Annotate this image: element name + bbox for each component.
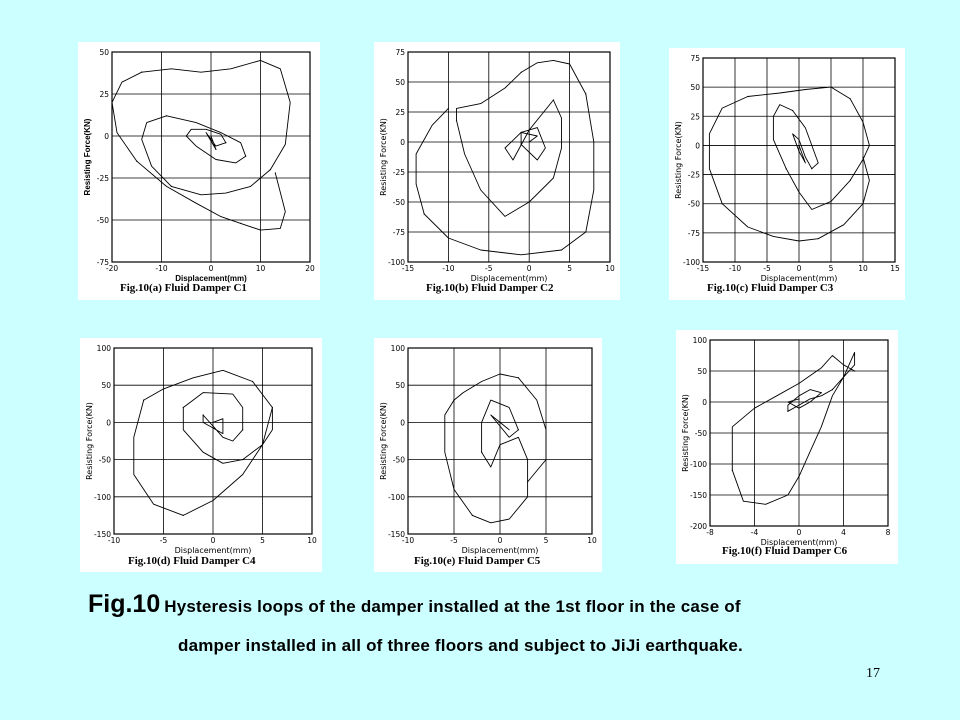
data-point xyxy=(798,476,799,477)
y-axis-label: Resisting Force(KN) xyxy=(379,118,388,196)
data-point xyxy=(260,60,261,61)
data-point xyxy=(166,115,167,116)
chart-d xyxy=(80,338,322,572)
y-tick-label: -50 xyxy=(392,198,405,207)
x-axis-label: Displacement(mm) xyxy=(174,546,252,555)
y-tick-label: -50 xyxy=(96,216,109,225)
y-tick-label: -75 xyxy=(687,228,700,238)
y-tick-label: -100 xyxy=(387,492,405,502)
x-tick-label: 0 xyxy=(497,536,503,545)
data-point xyxy=(499,422,500,423)
data-point xyxy=(521,132,522,133)
data-point xyxy=(521,144,522,145)
data-point xyxy=(818,238,819,239)
y-tick-label: 25 xyxy=(690,112,700,122)
x-tick-label: 10 xyxy=(587,536,597,545)
x-tick-label: 10 xyxy=(255,264,266,273)
data-point xyxy=(171,186,172,187)
data-point xyxy=(521,72,522,73)
y-axis-label: Resisting Force(KN) xyxy=(85,402,94,480)
y-axis-label: Resisting Force(KN) xyxy=(681,394,690,472)
chart-caption-e: Fig.10(e) Fluid Damper C5 xyxy=(414,555,541,567)
data-point xyxy=(850,180,851,181)
data-point xyxy=(561,249,562,250)
x-tick-label: 5 xyxy=(543,536,549,545)
y-tick-label: -150 xyxy=(689,491,707,500)
y-tick-label: 25 xyxy=(99,90,109,99)
y-tick-label: 50 xyxy=(101,381,111,391)
y-tick-label: -75 xyxy=(392,228,405,237)
y-tick-label: 0 xyxy=(400,418,405,428)
x-tick-label: 10 xyxy=(858,264,868,273)
chart-caption-a: Fig.10(a) Fluid Damper C1 xyxy=(120,282,247,294)
chart-b xyxy=(374,42,620,300)
data-point xyxy=(242,429,243,430)
x-tick-label: -20 xyxy=(105,264,119,273)
data-point xyxy=(862,156,863,157)
data-point xyxy=(747,96,748,97)
x-tick-label: -8 xyxy=(706,528,714,537)
data-point xyxy=(798,151,799,152)
data-point xyxy=(245,156,246,157)
y-tick-label: 75 xyxy=(395,48,405,57)
data-point xyxy=(453,399,454,400)
data-point xyxy=(832,389,833,390)
data-point xyxy=(456,120,457,121)
x-axis-label: Displacement(mm) xyxy=(461,546,539,555)
data-point xyxy=(183,515,184,516)
data-point xyxy=(212,422,213,423)
x-tick-label: 0 xyxy=(210,536,216,545)
data-point xyxy=(272,407,273,408)
data-point xyxy=(186,135,187,136)
chart-caption-d: Fig.10(d) Fluid Damper C4 xyxy=(128,555,256,567)
data-point xyxy=(821,392,822,393)
x-tick-label: 5 xyxy=(828,264,834,273)
y-tick-label: 100 xyxy=(390,344,405,353)
x-tick-label: 5 xyxy=(567,264,572,273)
data-point xyxy=(240,223,241,224)
x-tick-label: -15 xyxy=(696,264,710,273)
y-tick-label: -150 xyxy=(93,530,111,539)
y-tick-label: 50 xyxy=(690,83,700,93)
x-tick-label: 20 xyxy=(305,264,315,273)
y-axis-label: Resisting Force(KN) xyxy=(674,121,683,199)
x-axis-label: Displacement(mm) xyxy=(470,274,548,283)
chart-panel-a xyxy=(78,42,320,300)
x-axis-label: Displacement(mm) xyxy=(760,538,838,547)
x-tick-label: -10 xyxy=(728,264,742,273)
y-tick-label: -50 xyxy=(392,455,405,465)
hysteresis-loop-series xyxy=(732,352,854,504)
x-tick-label: -10 xyxy=(107,536,121,545)
y-tick-label: -100 xyxy=(387,258,405,267)
chart-panel-f xyxy=(676,330,898,564)
y-tick-label: -50 xyxy=(694,429,707,438)
x-tick-label: 0 xyxy=(208,264,214,273)
x-tick-label: 0 xyxy=(796,528,802,537)
y-tick-label: 0 xyxy=(104,132,109,141)
x-tick-label: 8 xyxy=(885,528,891,537)
x-tick-label: 15 xyxy=(890,264,900,273)
x-tick-label: 0 xyxy=(526,264,532,273)
data-point xyxy=(242,459,243,460)
chart-panel-e xyxy=(374,338,602,572)
chart-a xyxy=(78,42,320,300)
y-tick-label: 50 xyxy=(697,367,707,376)
x-tick-label: -5 xyxy=(159,536,168,545)
chart-f xyxy=(676,330,898,564)
data-point xyxy=(787,411,788,412)
y-tick-label: 50 xyxy=(99,48,109,57)
data-point xyxy=(585,93,586,94)
data-point xyxy=(141,72,142,73)
hysteresis-loop-series xyxy=(134,370,273,515)
chart-panel-b xyxy=(374,42,620,300)
y-tick-label: 75 xyxy=(690,54,700,63)
y-tick-label: -25 xyxy=(96,174,109,183)
data-point xyxy=(792,110,793,111)
data-point xyxy=(732,470,733,471)
y-tick-label: -50 xyxy=(98,455,111,465)
y-axis-label: Resisting Force(KN) xyxy=(83,118,92,196)
chart-caption-c: Fig.10(c) Fluid Damper C3 xyxy=(707,282,834,294)
x-tick-label: -15 xyxy=(401,264,415,273)
y-tick-label: 0 xyxy=(400,138,405,147)
x-tick-label: 0 xyxy=(796,264,802,273)
data-point xyxy=(798,398,799,399)
x-tick-label: 10 xyxy=(605,264,615,273)
data-point xyxy=(553,99,554,100)
x-tick-label: 10 xyxy=(307,536,317,545)
y-tick-label: 50 xyxy=(395,78,405,87)
data-point xyxy=(183,407,184,408)
y-tick-label: -150 xyxy=(387,530,405,539)
y-tick-label: -25 xyxy=(392,168,405,177)
y-tick-label: 0 xyxy=(106,418,111,428)
y-tick-label: 100 xyxy=(96,344,111,353)
y-tick-label: -50 xyxy=(687,199,700,209)
data-point xyxy=(722,203,723,204)
x-tick-label: -5 xyxy=(763,264,771,273)
y-tick-label: 0 xyxy=(702,398,707,407)
data-point xyxy=(811,168,812,169)
hysteresis-loop-series xyxy=(445,374,546,523)
x-axis-label: Displacement(mm) xyxy=(760,274,838,283)
y-tick-label: 0 xyxy=(695,141,700,151)
y-tick-label: 50 xyxy=(395,381,405,391)
chart-caption-b: Fig.10(b) Fluid Damper C2 xyxy=(426,282,554,294)
data-point xyxy=(225,142,226,143)
y-tick-label: 25 xyxy=(395,108,405,117)
y-tick-label: -25 xyxy=(687,170,700,180)
slide-caption xyxy=(88,590,908,655)
hysteresis-loop-series xyxy=(709,87,869,241)
data-point xyxy=(252,381,253,382)
data-point xyxy=(527,459,528,460)
data-point xyxy=(143,399,144,400)
chart-e xyxy=(374,338,602,572)
chart-caption-f: Fig.10(f) Fluid Damper C6 xyxy=(722,545,848,557)
chart-panel-c xyxy=(669,48,905,300)
data-point xyxy=(786,168,787,169)
y-tick-label: 100 xyxy=(692,336,707,345)
x-tick-label: -10 xyxy=(155,264,168,273)
x-tick-label: 4 xyxy=(841,528,846,537)
hysteresis-loop-series xyxy=(112,60,290,230)
data-point xyxy=(215,149,216,150)
data-point xyxy=(203,414,204,415)
data-point xyxy=(481,452,482,453)
caption-line-2: damper installed in all of three floors and subject to JiJi earthquake. xyxy=(178,636,743,655)
y-tick-label: -75 xyxy=(96,258,109,267)
y-axis-label: Resisting Force(KN) xyxy=(379,402,388,480)
x-axis-label: Displacement(mm) xyxy=(175,274,247,283)
x-tick-label: -5 xyxy=(485,264,493,273)
x-tick-label: 5 xyxy=(260,536,265,545)
y-tick-label: -100 xyxy=(689,460,707,469)
x-tick-label: -5 xyxy=(450,536,458,545)
chart-c xyxy=(669,48,905,300)
data-point xyxy=(136,161,137,162)
y-tick-label: -100 xyxy=(93,492,111,502)
data-point xyxy=(518,429,519,430)
x-tick-label: -10 xyxy=(401,536,415,545)
y-tick-label: -100 xyxy=(682,258,700,267)
x-tick-label: -4 xyxy=(750,528,759,537)
data-point xyxy=(472,515,473,516)
page-number: 17 xyxy=(866,666,880,681)
data-point xyxy=(854,370,855,371)
data-point xyxy=(270,169,271,170)
data-point xyxy=(448,108,449,109)
y-tick-label: -200 xyxy=(689,522,707,531)
data-point xyxy=(527,481,528,482)
data-point xyxy=(275,172,276,173)
x-tick-label: -10 xyxy=(442,264,455,273)
data-point xyxy=(843,377,844,378)
data-point xyxy=(798,383,799,384)
chart-panel-d xyxy=(80,338,322,572)
data-point xyxy=(850,98,851,99)
hysteresis-loop-series xyxy=(416,60,594,254)
data-point xyxy=(529,201,530,202)
data-point xyxy=(424,213,425,214)
caption-line-1: Hysteresis loops of the damper installed at the 1st floor in the case of xyxy=(164,597,741,616)
caption-fig-label: Fig.10 xyxy=(88,590,161,618)
data-point xyxy=(518,377,519,378)
